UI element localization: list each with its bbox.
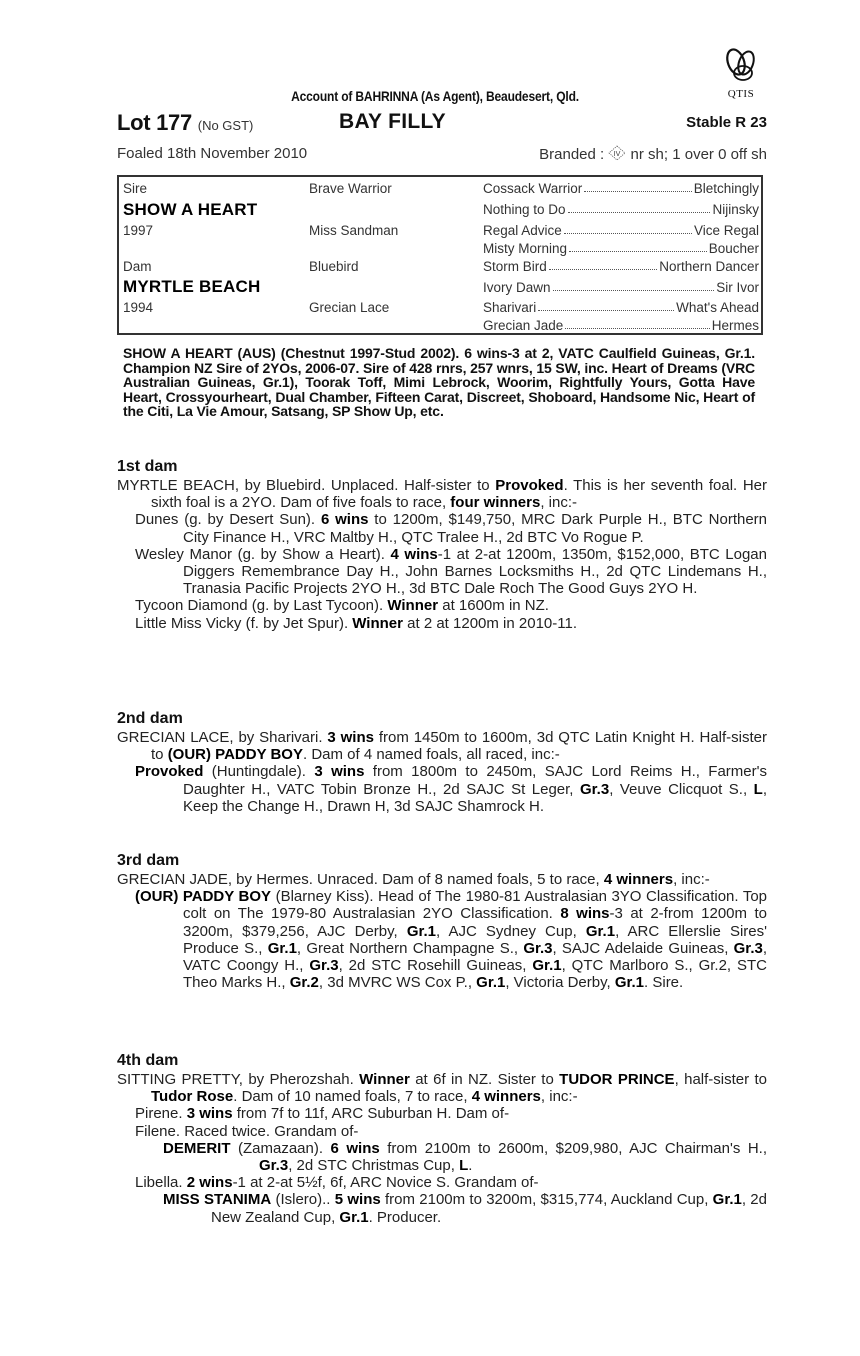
stable-number: Stable R 23 [686, 114, 767, 131]
first-dam-section [117, 458, 767, 632]
section-body [117, 729, 767, 815]
dam-year: 1994 [123, 300, 154, 315]
branded-detail: nr sh; 1 over 0 off sh [630, 146, 767, 163]
gp-left: Regal Advice [483, 223, 562, 238]
gp-left: Misty Morning [483, 241, 568, 256]
sire-year: 1997 [123, 223, 154, 238]
grandparent-row [483, 181, 759, 196]
progeny-paragraph: Filene. Raced twice. Grandam of- [135, 1122, 359, 1140]
progeny-paragraph: Pirene. 3 wins from 7f to 11f, ARC Suburban H. Dam of- [135, 1105, 510, 1123]
gp-right: Bletchingly [693, 181, 759, 196]
section-title: 1st dam [117, 458, 178, 475]
sire-dam: Miss Sandman [309, 223, 399, 238]
gp-right: Northern Dancer [659, 259, 759, 274]
dam-sire: Bluebird [309, 259, 359, 274]
grandparent-row [483, 241, 759, 256]
gp-right: What's Ahead [676, 300, 759, 315]
lot-number [117, 110, 253, 136]
dam-paragraph: GRECIAN JADE, by Hermes. Unraced. Dam of 8 named foals, 5 to race, 4 winners, inc:- [117, 871, 710, 888]
gp-left: Cossack Warrior [483, 181, 583, 196]
qtis-emblem-icon [721, 46, 761, 86]
section-body [117, 477, 767, 632]
progeny-paragraph: Provoked (Huntingdale). 3 wins from 1800m to 2450m, SAJC Lord Reims H., Farmer's Daughter H., VATC Tobin Bronze H., 2d SAJC St Leger, Gr.3, Veuve Clicquot S., L, Keep the Change H., Drawn H, 3d SAJC Shamrock H. [135, 763, 767, 815]
gp-left: Nothing to Do [483, 202, 566, 217]
gp-left: Sharivari [483, 300, 537, 315]
section-title: 4th dam [117, 1052, 179, 1069]
gp-left: Ivory Dawn [483, 280, 551, 295]
progeny-paragraph: Little Miss Vicky (f. by Jet Spur). Winner at 2 at 1200m in 2010-11. [135, 614, 577, 632]
gp-right: Nijinsky [712, 202, 759, 217]
section-body [117, 1071, 767, 1226]
brand-mark-icon [608, 145, 626, 161]
gp-right: Sir Ivor [716, 280, 759, 295]
qtis-logo [715, 46, 767, 110]
dam-paragraph: SITTING PRETTY, by Pherozshah. Winner at 6f in NZ. Sister to TUDOR PRINCE, half-sister to Tudor Rose. Dam of 10 named foals, 7 to race, 4 winners, inc:- [117, 1071, 768, 1106]
foaled-date: Foaled 18th November 2010 [117, 145, 308, 162]
grandparent-row [483, 259, 759, 274]
dam-dam: Grecian Lace [309, 300, 390, 315]
progeny-paragraph: Libella. 2 wins-1 at 2-at 5½f, 6f, ARC Novice S. Grandam of- [135, 1174, 539, 1192]
fourth-dam-section [117, 1052, 767, 1226]
grandparent-row [483, 280, 759, 295]
logo-label: QTIS [727, 88, 755, 100]
svg-text:IV: IV [613, 150, 621, 158]
brand-info [539, 145, 767, 163]
section-title: 2nd dam [117, 710, 183, 727]
gst-note: (No GST) [197, 118, 254, 133]
vendor-account: Account of BAHRINNA (As Agent), Beaudesert, Qld. [291, 88, 579, 104]
sire-label: Sire [123, 181, 148, 196]
lot-label: Lot 177 [117, 110, 192, 135]
horse-description: BAY FILLY [339, 110, 446, 133]
grandparent-row [483, 300, 759, 315]
gp-left: Storm Bird [483, 259, 547, 274]
dam-name: MYRTLE BEACH [123, 277, 261, 296]
sire-sire: Brave Warrior [309, 181, 392, 196]
progeny-paragraph: (OUR) PADDY BOY (Blarney Kiss). Head of The 1980-81 Australasian 3YO Classification. Top colt on The 1979-80 Australasian 2YO Classification. 8 wins-3 at 2-from 1200m to 3200m, $379,256, AJC Derby, Gr.1, AJC Sydney Cup, Gr.1, ARC Ellerslie Sires' Produce S., Gr.1, Great Northern Champagne S., Gr.3, SAJC Adelaide Guineas, Gr.3, VATC Coongy H., Gr.3, 2d STC Rosehill Guineas, Gr.1, QTC Marlboro S., Gr.2, STC Theo Marks H., Gr.2, 3d MVRC WS Cox P., Gr.1, Victoria Derby, Gr.1. Sire. [135, 888, 767, 992]
lot-header [117, 110, 767, 140]
third-dam-section [117, 852, 767, 991]
branded-label: Branded : [539, 146, 605, 163]
gp-right: Vice Regal [693, 223, 759, 238]
gp-right: Boucher [708, 241, 759, 256]
dam-paragraph: GRECIAN LACE, by Sharivari. 3 wins from 1450m to 1600m, 3d QTC Latin Knight H. Half-sister to (OUR) PADDY BOY. Dam of 4 named foals, all raced, inc:- [117, 729, 767, 764]
dam-paragraph: MYRTLE BEACH, by Bluebird. Unplaced. Half-sister to Provoked. This is her seventh foal. Her sixth foal is a 2YO. Dam of five foals to race, four winners, inc:- [117, 477, 767, 512]
progeny-paragraph: Wesley Manor (g. by Show a Heart). 4 wins-1 at 2-at 1200m, 1350m, $152,000, BTC Logan Diggers Remembrance Day H., John Barnes Locksmiths H., 2d QTC Lindemans H., Tranasia Pacific Projects 2YO H., 3d BTC Dale Roch The Good Guys 2YO H. [135, 545, 767, 598]
gp-left: Grecian Jade [483, 318, 564, 333]
gp-right: Hermes [711, 318, 759, 333]
section-body [117, 871, 767, 991]
sire-name: SHOW A HEART [123, 200, 258, 219]
section-title: 3rd dam [117, 852, 180, 869]
pedigree-table [117, 175, 763, 335]
sire-summary: SHOW A HEART (AUS) (Chestnut 1997-Stud 2002). 6 wins-3 at 2, VATC Caulfield Guineas, Gr.1. Champion NZ Sire of 2YOs, 2006-07. Sire of 428 rnrs, 257 wnrs, 15 SW, inc. Heart of Dreams (VRC Australian Guineas, Gr.1), Toorak Toff, Mimi Lebrock, Woorim, Rightfully Yours, Gotta Have Heart, Crossyourheart, Dual Chamber, Fifteen Carat, Discreet, Shoboard, Handsome Nic, Heart of the Citi, La Vie Amour, Satsang, SP Show Up, etc. [123, 345, 755, 419]
progeny-paragraph: Dunes (g. by Desert Sun). 6 wins to 1200m, $149,750, MRC Dark Purple H., BTC Northern City Finance H., VRC Maltby H., QTC Tralee H., 2d BTC Vo Rogue P. [135, 511, 768, 546]
grandparent-row [483, 202, 759, 217]
grandparent-row [483, 223, 759, 238]
progeny-paragraph: MISS STANIMA (Islero).. 5 wins from 2100m to 3200m, $315,774, Auckland Cup, Gr.1, 2d New Zealand Cup, Gr.1. Producer. [163, 1191, 767, 1226]
progeny-paragraph: DEMERIT (Zamazaan). 6 wins from 2100m to 2600m, $209,980, AJC Chairman's H., Gr.3, 2d STC Christmas Cup, L. [163, 1139, 767, 1175]
dam-label: Dam [123, 259, 152, 274]
second-dam-section [117, 710, 767, 815]
grandparent-row [483, 318, 759, 333]
progeny-paragraph: Tycoon Diamond (g. by Last Tycoon). Winner at 1600m in NZ. [135, 597, 549, 615]
